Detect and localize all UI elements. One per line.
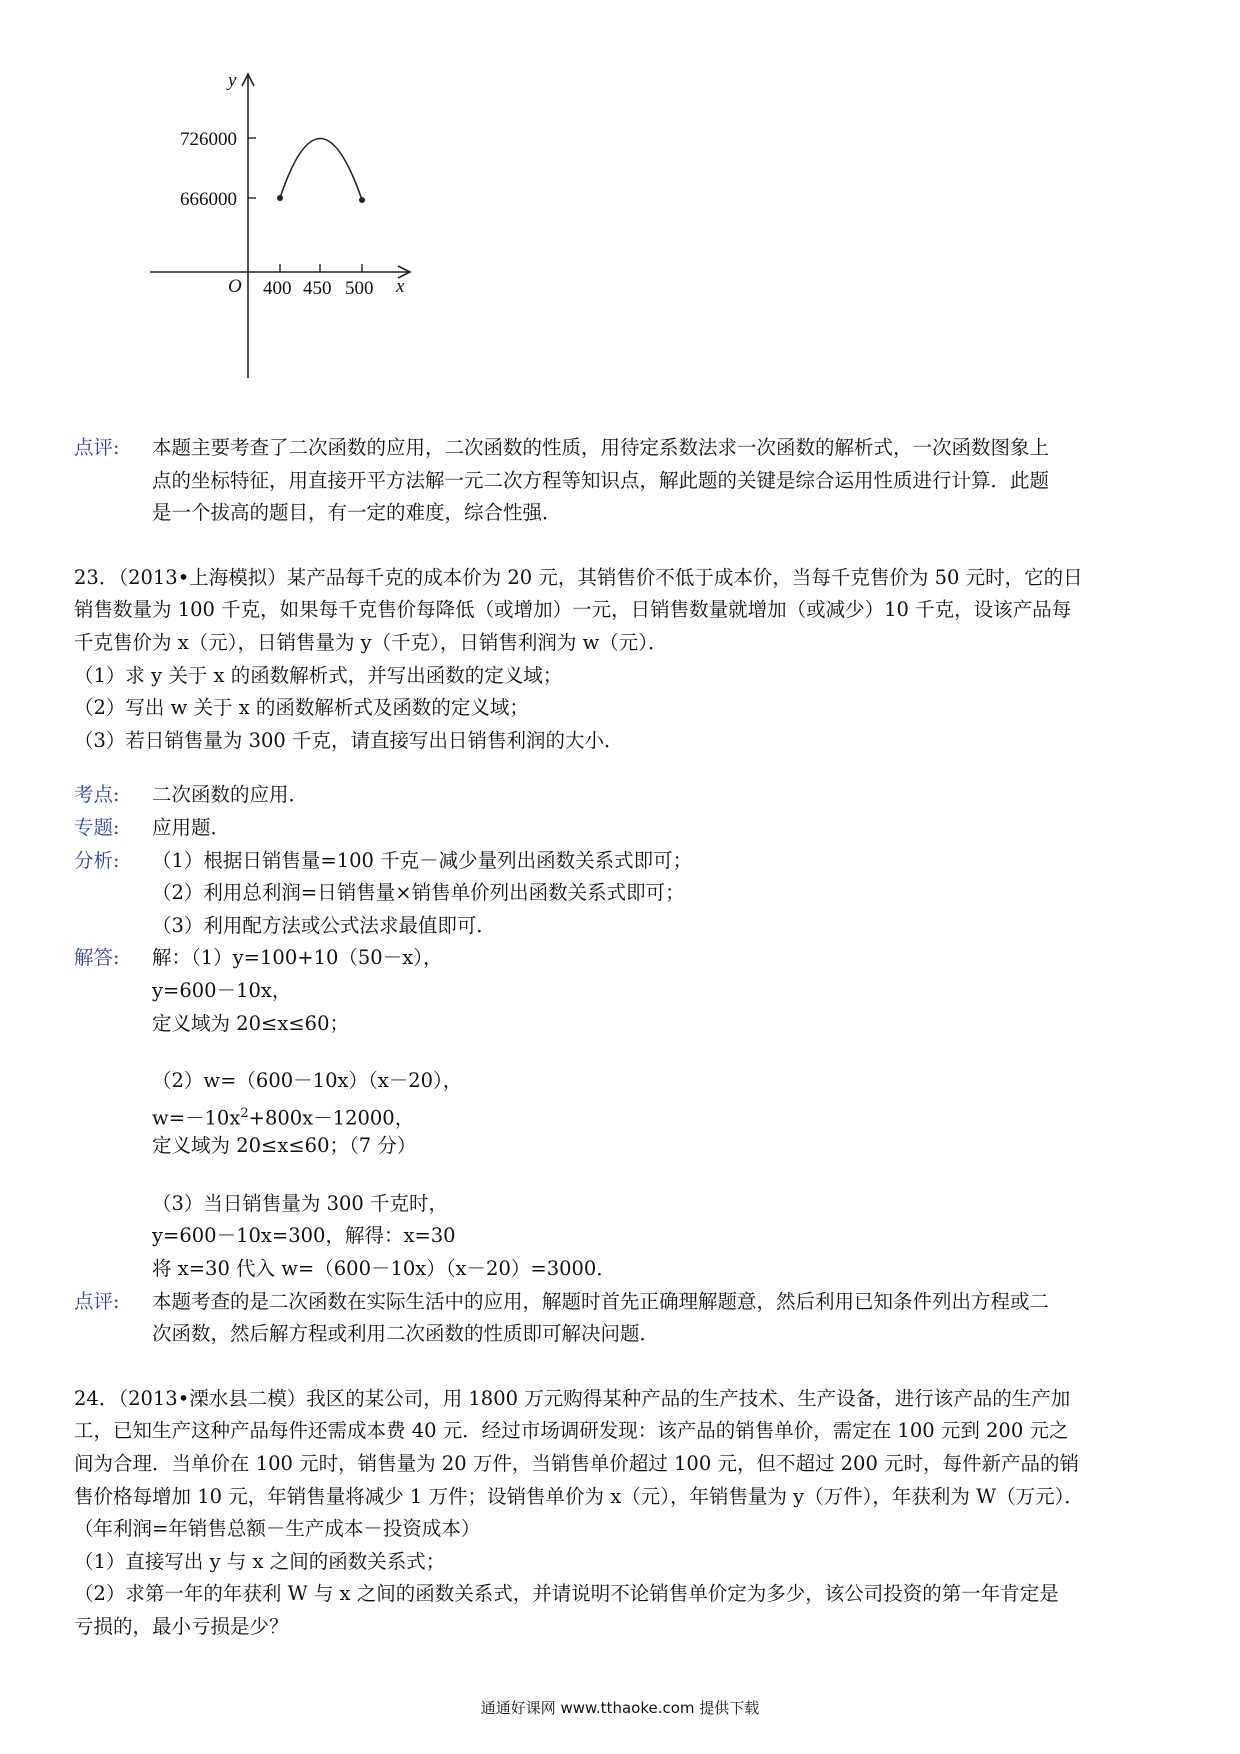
question-line: （2）求第一年的年获利 W 与 x 之间的函数关系式，并请说明不论销售单价定为多少，该公司投资的第一年肯定是 [74,1582,1059,1606]
question-line: （1）直接写出 y 与 x 之间的函数关系式； [74,1549,446,1573]
jieda-line: y=600－10x=300，解得：x=30 [152,1224,456,1248]
quadratic-graph [150,70,470,430]
question-line: （3）若日销售量为 300 千克，请直接写出日销售利润的大小． [74,728,624,752]
jieda-line: y=600－10x， [152,978,292,1002]
formula-part: +800x－12000， [248,1106,415,1130]
y-tick-label: 726000 [180,129,237,150]
jieda-line: （2）w=（600－10x）（x－20）， [152,1069,463,1093]
question-line: 售价格每增加 10 元，年销售量将减少 1 万件；设销售单价为 x（元），年销售量为 y（万件），年获利为 W（万元）． [74,1484,1084,1508]
question-line: 亏损的，最小亏损是少？ [74,1615,289,1638]
x-axis-label: x [396,276,405,297]
kaodian-label: 考点: [74,783,120,807]
question-24 [74,1383,1174,1644]
zhuanti-label: 专题: [74,815,120,839]
y-tick-label: 666000 [180,189,237,210]
dianping-section [74,1286,1174,1351]
jieda-line: 将 x=30 代入 w=（600－10x）（x－20）=3000． [152,1257,616,1281]
question-line: 销售数量为 100 千克，如果每千克售价每降低（或增加）一元，日销售数量就增加（或减少）10 千克，设该产品每 [74,598,1072,622]
page-footer: 通通好课网 www.tthaoke.com 提供下载 [480,1699,760,1717]
question-line: （年利润=年销售总额－生产成本－投资成本） [74,1517,481,1541]
curve-endpoint-left [277,195,283,201]
review-line: 点的坐标特征，用直接开平方法解一元二次方程等知识点，解此题的关键是综合运用性质进行计算．此题 [152,468,1050,492]
fenxi-line: （2）利用总利润=日销售量×销售单价列出函数关系式即可； [152,881,685,905]
kaodian-section [74,779,1174,812]
jieda-section [74,942,1174,1285]
question-line: 工，已知生产这种产品每件还需成本费 40 元．经过市场调研发现：该产品的销售单价，需定在 100 元到 200 元之 [74,1419,1069,1443]
review-label: 点评: [74,436,120,459]
question-line: （2）写出 w 关于 x 的函数解析式及函数的定义域； [74,696,529,720]
dianping-line: 次函数，然后解方程或利用二次函数的性质即可解决问题． [152,1322,660,1346]
question-line: 千克售价为 x（元），日销售量为 y（千克），日销售利润为 w（元）． [74,630,668,654]
y-axis-label: y [228,70,237,91]
question-line: （1）求 y 关于 x 的函数解析式，并写出函数的定义域； [74,663,563,687]
jieda-line: （3）当日销售量为 300 千克时， [152,1191,449,1215]
question-23 [74,562,1174,758]
jieda-line: 解：（1）y=100+10（50－x）， [152,946,443,970]
fenxi-label: 分析: [74,848,120,872]
jieda-line: 定义域为 20≤x≤60；（7 分） [152,1134,417,1158]
review-section [74,432,1174,530]
jieda-line [152,1098,1174,1131]
kaodian-text: 二次函数的应用． [152,783,309,807]
dianping-line: 本题考查的是二次函数在实际生活中的应用，解题时首先正确理解题意，然后利用已知条件列出方程或二 [152,1289,1050,1313]
document-content [74,432,1174,1644]
x-tick-label: 450 [303,278,332,299]
x-tick-label: 500 [345,278,374,299]
zhuanti-section [74,812,1174,845]
question-line: 24．（2013•溧水县二模）我区的某公司，用 1800 万元购得某种产品的生产技术、生产设备，进行该产品的生产加 [74,1386,1071,1410]
origin-label: O [228,276,242,297]
jieda-line: 定义域为 20≤x≤60； [152,1011,349,1035]
question-line: 间为合理．当单价在 100 元时，销售量为 20 万件，当销售单价超过 100 元，但不超过 200 元时，每件新产品的销 [74,1452,1080,1476]
curve-endpoint-right [359,197,365,203]
exponent: 2 [240,1105,249,1121]
x-tick-label: 400 [263,278,292,299]
dianping-label: 点评: [74,1289,120,1313]
question-line: 23．（2013•上海模拟）某产品每千克的成本价为 20 元，其销售价不低于成本价，当每千克售价为 50 元时，它的日 [74,565,1083,589]
zhuanti-text: 应用题． [152,815,231,839]
parabola-curve [280,138,362,200]
review-line: 本题主要考查了二次函数的应用，二次函数的性质，用待定系数法求一次函数的解析式，一次函数图象上 [152,436,1050,459]
formula-part: w=－10x [152,1106,241,1130]
review-line: 是一个拔高的题目，有一定的难度，综合性强． [152,501,562,525]
fenxi-section [74,845,1174,943]
fenxi-line: （3）利用配方法或公式法求最值即可． [152,913,496,937]
jieda-label: 解答: [74,946,120,970]
fenxi-line: （1）根据日销售量=100 千克－减少量列出函数关系式即可； [152,848,693,872]
